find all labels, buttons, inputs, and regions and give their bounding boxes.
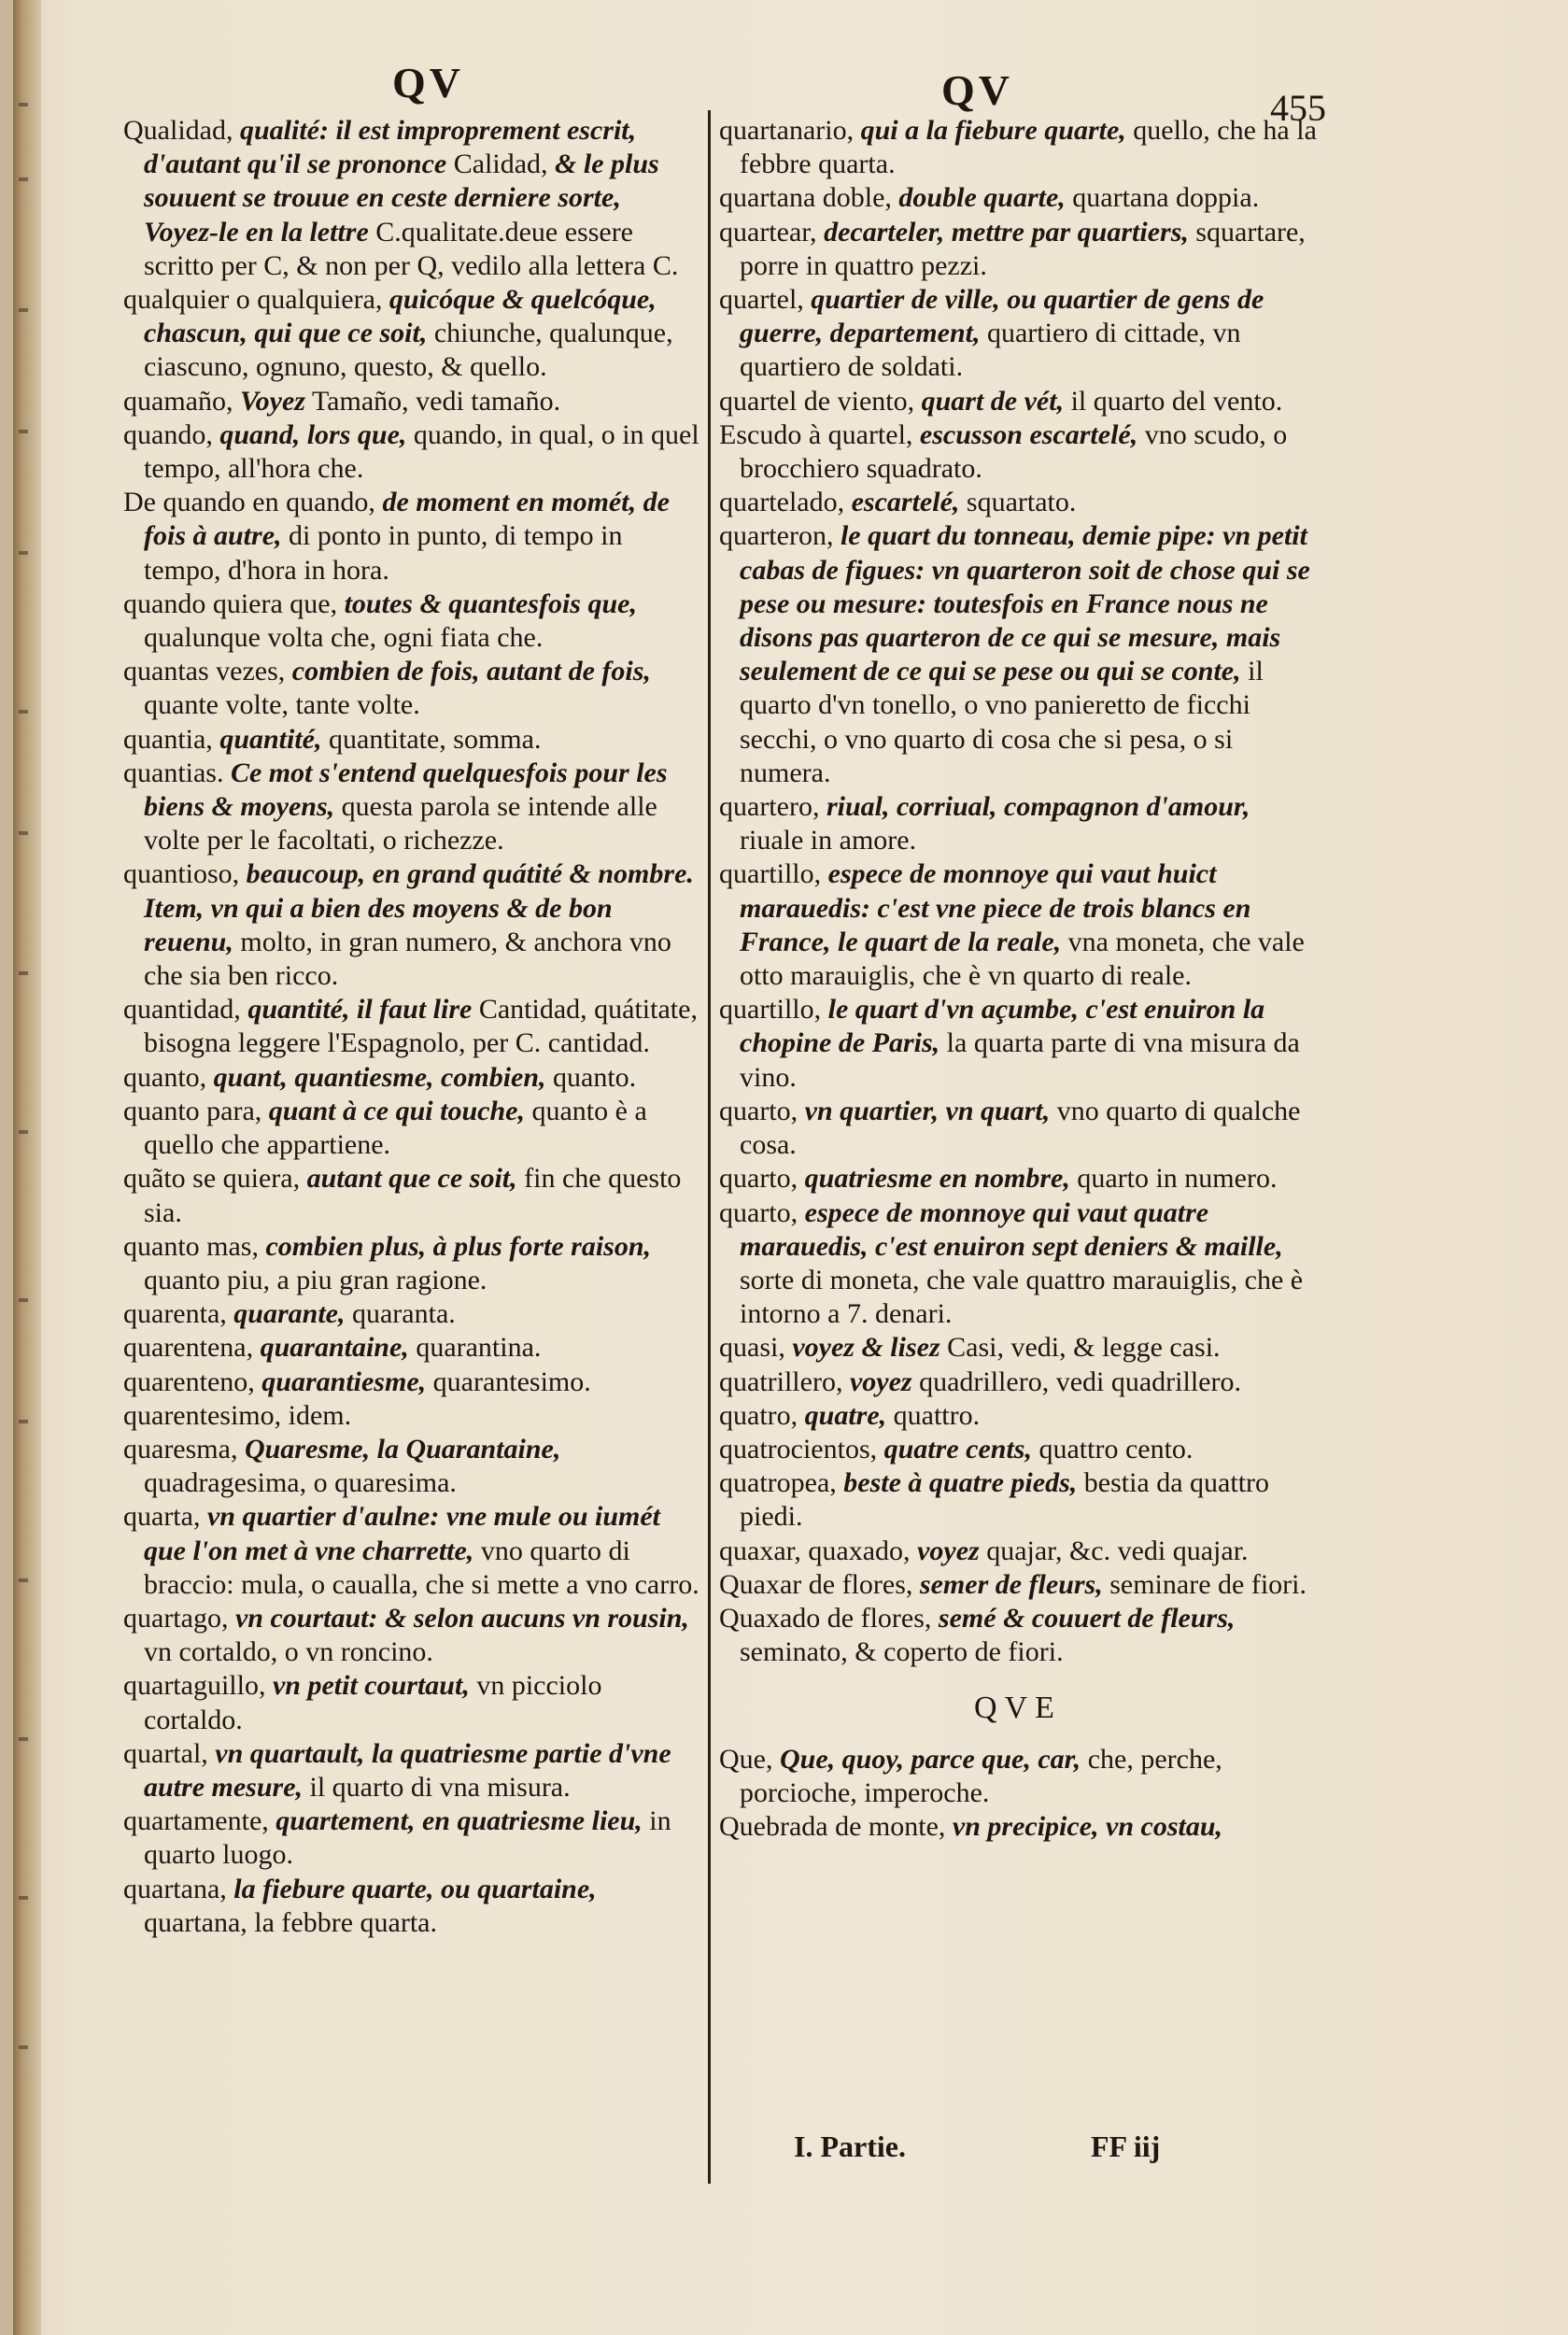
headword: quarenta,: [123, 1298, 227, 1330]
headword: quartamente,: [123, 1805, 269, 1837]
italian-gloss: Calidad,: [453, 149, 548, 180]
headword: quartana,: [123, 1873, 227, 1904]
dictionary-entry: [719, 1602, 1317, 1669]
french-gloss: escusson escartelé,: [919, 418, 1138, 450]
dictionary-entry: [719, 1331, 1317, 1365]
french-gloss: espece de monnoye qui vaut huict marauedis: c'est vne piece de trois blancs en France, le quart de la reale,: [740, 858, 1251, 957]
dictionary-entry: [123, 1061, 702, 1095]
italian-gloss: quadrillero, vedi quadrillero.: [919, 1366, 1241, 1397]
italian-gloss: squartato.: [966, 487, 1077, 518]
headword: quartago,: [123, 1602, 229, 1634]
headword: quaresma,: [123, 1433, 238, 1465]
italian-gloss: C.qualitate.deue essere scritto per C, & non per Q, vedilo alla lettera C.: [144, 216, 679, 281]
french-gloss: vn courtaut: & selon aucuns vn rousin,: [234, 1602, 689, 1634]
running-head-left: QV: [392, 59, 464, 106]
french-gloss: autant que ce soit,: [306, 1163, 517, 1195]
dictionary-entry: [123, 283, 702, 385]
headword: quasi,: [719, 1332, 785, 1364]
headword: quartillo,: [719, 994, 822, 1026]
headword: quando,: [123, 418, 213, 450]
french-gloss: la fiebure quarte, ou quartaine,: [233, 1873, 597, 1904]
dictionary-entry: [719, 283, 1317, 385]
dictionary-entry: [123, 1366, 702, 1399]
headword: quatropea,: [719, 1467, 837, 1499]
dictionary-entry: [123, 114, 702, 283]
french-gloss: vn quartault, la quatriesme partie d'vne autre mesure,: [144, 1737, 671, 1803]
italian-gloss: quattro.: [893, 1399, 981, 1431]
french-gloss: & le plus souuent se trouue en ceste derniere sorte, Voyez-le en la lettre: [144, 149, 659, 248]
part-label: I. Partie.: [794, 2130, 906, 2163]
headword: quantidad,: [123, 994, 241, 1026]
french-gloss: qualité: il est improprement escrit, d'autant qu'il se prononce: [144, 115, 637, 180]
french-gloss: Que, quoy, parce que, car,: [779, 1743, 1081, 1775]
headword: quatrocientos,: [719, 1433, 878, 1465]
headword: Quebrada de monte,: [719, 1810, 946, 1842]
dictionary-entry: [123, 723, 702, 757]
dictionary-entry: [123, 993, 702, 1060]
dictionary-entry: [123, 857, 702, 993]
italian-gloss: molto, in gran numero, & anchora vno che sia ben ricco.: [144, 926, 671, 992]
italian-gloss: Tamaño, vedi tamaño.: [311, 385, 561, 417]
headword: quartaguillo,: [123, 1670, 266, 1702]
headword: quantas vezes,: [123, 656, 286, 687]
italian-gloss: fin che questo sia.: [144, 1163, 682, 1228]
french-gloss: le quart du tonneau, demie pipe: vn petit cabas de figues: vn quarteron soit de chose qui se pese ou mesure: toutesfois en France nous ne disons pas quarteron de ce qui se mesure, mais seulement de ce qui se pese ou qui se conte,: [740, 520, 1310, 687]
italian-gloss: chiunche, qualunque, ciascuno, ognuno, questo, & quello.: [144, 318, 673, 383]
italian-gloss: quadragesima, o quaresima.: [144, 1467, 457, 1499]
italian-gloss: quando, in qual, o in quel tempo, all'hora che.: [144, 418, 699, 485]
italian-gloss: la quarta parte di vna misura da vino.: [740, 1027, 1300, 1093]
dictionary-entry: [719, 857, 1317, 993]
french-gloss: qui a la fiebure quarte,: [860, 115, 1126, 146]
french-gloss: quantité, il faut lire: [247, 994, 473, 1026]
french-gloss: semé & couuert de fleurs,: [938, 1602, 1236, 1634]
headword: Qualidad,: [123, 115, 233, 146]
dictionary-entry: [719, 1535, 1317, 1568]
headword: quartel de viento,: [719, 385, 915, 417]
french-gloss: beaucoup, en grand quátité & nombre. Item, vn qui a bien des moyens & de bon reuenu,: [144, 858, 694, 957]
headword: quantioso,: [123, 858, 240, 890]
headword: quartillo,: [719, 858, 822, 890]
italian-gloss: vn picciolo cortaldo.: [144, 1670, 602, 1735]
dictionary-entry: [123, 1500, 702, 1602]
italian-gloss: quante volte, tante volte.: [144, 689, 420, 721]
french-gloss: quand, lors que,: [219, 418, 407, 450]
dictionary-entry: [123, 385, 702, 418]
headword: quarto,: [719, 1196, 798, 1228]
headword: Quaxar de flores,: [719, 1568, 913, 1600]
dictionary-entry: [719, 1162, 1317, 1196]
french-gloss: voyez & lisez: [792, 1332, 940, 1364]
french-gloss: vn quartier d'aulne: vne mule ou iumét que l'on met à vne charrette,: [144, 1501, 661, 1566]
dictionary-entry: [719, 385, 1317, 418]
french-gloss: riual, corriual, compagnon d'amour,: [826, 791, 1250, 823]
dictionary-entry: [123, 486, 702, 587]
dictionary-entry: [719, 1466, 1317, 1534]
italian-gloss: vno quarto di qualche cosa.: [740, 1095, 1301, 1161]
italian-gloss: questa parola se intende alle volte per le facoltati, o richezze.: [144, 791, 657, 856]
dictionary-entry: [719, 1196, 1317, 1332]
french-gloss: beste à quatre pieds,: [843, 1467, 1078, 1499]
italian-gloss: il quarto del vento.: [1070, 385, 1283, 417]
dictionary-entry: [123, 587, 702, 655]
french-gloss: voyez: [849, 1366, 912, 1397]
dictionary-entry: [719, 1810, 1317, 1844]
french-gloss: quicóque & quelcóque, chascun, qui que ce soit,: [144, 284, 657, 349]
dictionary-entry: [719, 418, 1317, 486]
french-gloss: toutes & quantesfois que,: [344, 587, 637, 619]
italian-gloss: il quarto d'vn tonello, o vno panieretto de ficchi secchi, o vno quarto di cosa che si pesa, o si numera.: [740, 656, 1264, 788]
headword: De quando en quando,: [123, 487, 375, 518]
dictionary-entry: [123, 1162, 702, 1229]
dictionary-entry: [123, 1297, 702, 1331]
italian-gloss: vno scudo, o brocchiero squadrato.: [740, 418, 1288, 485]
headword: quãto se quiera,: [123, 1163, 301, 1195]
headword: quarteron,: [719, 520, 834, 552]
left-column: [123, 114, 702, 1940]
dictionary-entry: [123, 1095, 702, 1162]
french-gloss: Ce mot s'entend quelquesfois pour les biens & moyens,: [144, 757, 668, 823]
headword: quartana doble,: [719, 182, 892, 214]
italian-gloss: seminato, & coperto de fiori.: [740, 1636, 1064, 1668]
page-footer: [794, 2130, 1337, 2164]
headword: quartear,: [719, 216, 817, 248]
italian-gloss: Cantidad, quátitate, bisogna leggere l'Espagnolo, per C. cantidad.: [144, 994, 698, 1059]
italian-gloss: vna moneta, che vale otto marauiglis, che è vn quarto di reale.: [740, 926, 1305, 992]
french-gloss: decarteler, mettre par quartiers,: [824, 216, 1189, 248]
dictionary-entry: [123, 1804, 702, 1872]
french-gloss: combien plus, à plus forte raison,: [265, 1230, 652, 1262]
headword: quartal,: [123, 1737, 208, 1769]
italian-gloss: riuale in amore.: [740, 825, 917, 856]
french-gloss: quantité,: [219, 723, 322, 755]
headword: quartel,: [719, 284, 804, 316]
headword: quarta,: [123, 1501, 201, 1533]
headword: quarentesimo,: [123, 1399, 282, 1431]
french-gloss: quartier de ville, ou quartier de gens de guerre, departement,: [740, 284, 1264, 349]
headword: quarenteno,: [123, 1366, 255, 1397]
italian-gloss: quarto in numero.: [1077, 1163, 1278, 1195]
italian-gloss: che, perche, porcioche, imperoche.: [740, 1743, 1222, 1808]
headword: qualquier o qualquiera,: [123, 284, 383, 316]
french-gloss: quant, quantiesme, combien,: [213, 1061, 546, 1093]
dictionary-entry: [719, 519, 1317, 790]
italian-gloss: seminare de fiori.: [1109, 1568, 1307, 1600]
dictionary-entry: [719, 1743, 1317, 1810]
dictionary-entry: [719, 181, 1317, 215]
italian-gloss: quanto è a quello che appartiene.: [144, 1095, 647, 1161]
section-heading-que: QVE: [974, 1691, 1062, 1726]
dictionary-entry: [719, 216, 1317, 283]
headword: Quaxado de flores,: [719, 1602, 932, 1634]
dictionary-entry: [719, 486, 1317, 519]
italian-gloss: quartana, la febbre quarta.: [144, 1906, 437, 1938]
french-gloss: quatriesme en nombre,: [804, 1163, 1070, 1195]
dictionary-entry: [123, 1433, 702, 1500]
headword: quamaño,: [123, 385, 233, 417]
dictionary-entry: [123, 1873, 702, 1940]
italian-gloss: di ponto in punto, di tempo in tempo, d'hora in hora.: [144, 520, 623, 586]
italian-gloss: squartare, porre in quattro pezzi.: [740, 216, 1306, 281]
dictionary-entry: [123, 1669, 702, 1736]
dictionary-entry: [123, 1737, 702, 1804]
headword: quartelado,: [719, 487, 845, 518]
headword: quatrillero,: [719, 1366, 843, 1397]
headword: quaxar, quaxado,: [719, 1535, 911, 1566]
headword: quarentena,: [123, 1332, 254, 1364]
french-gloss: Voyez: [239, 385, 305, 417]
headword: quanto para,: [123, 1095, 262, 1126]
italian-gloss: quartana doppia.: [1072, 182, 1260, 214]
italian-gloss: quanto.: [553, 1061, 637, 1093]
italian-gloss: Casi, vedi, & legge casi.: [947, 1332, 1221, 1364]
french-gloss: quartement, en quatriesme lieu,: [275, 1805, 643, 1837]
dictionary-entry: [123, 757, 702, 858]
dictionary-entry: [719, 790, 1317, 857]
headword: quanto,: [123, 1061, 207, 1093]
italian-gloss: qualunque volta che, ogni fiata che.: [144, 622, 544, 654]
italian-gloss: idem.: [288, 1399, 352, 1431]
headword: quarto,: [719, 1163, 798, 1195]
headword: quanto mas,: [123, 1230, 259, 1262]
italian-gloss: quello, che ha la febbre quarta.: [740, 115, 1317, 180]
french-gloss: double quarte,: [898, 182, 1066, 214]
french-gloss: quatre,: [804, 1399, 887, 1431]
dictionary-entry: [123, 1331, 702, 1365]
dictionary-entry: [719, 1366, 1317, 1399]
headword: quando quiera que,: [123, 587, 338, 619]
italian-gloss: quanto piu, a piu gran ragione.: [144, 1264, 487, 1295]
italian-gloss: il quarto di vna misura.: [309, 1771, 571, 1803]
dictionary-entry: [719, 1399, 1317, 1433]
french-gloss: quarante,: [233, 1298, 346, 1330]
dictionary-entry: [123, 1602, 702, 1669]
french-gloss: le quart d'vn açumbe, c'est enuiron la chopine de Paris,: [740, 994, 1265, 1059]
dictionary-entry: [719, 1095, 1317, 1162]
italian-gloss: quajar, &c. vedi quajar.: [986, 1535, 1249, 1566]
page-number: 455: [1270, 87, 1326, 129]
italian-gloss: in quarto luogo.: [144, 1805, 671, 1871]
italian-gloss: vno quarto di braccio: mula, o caualla, che si mette a vno carro.: [144, 1535, 699, 1600]
french-gloss: combien de fois, autant de fois,: [291, 656, 651, 687]
french-gloss: quarantiesme,: [261, 1366, 427, 1397]
column-rule: [708, 110, 711, 2184]
dictionary-entry: [123, 655, 702, 722]
french-gloss: escartelé,: [851, 487, 960, 518]
headword: Que,: [719, 1743, 773, 1775]
italian-gloss: quattro cento.: [1038, 1433, 1194, 1465]
headword: quatro,: [719, 1399, 798, 1431]
italian-gloss: quarantina.: [416, 1332, 542, 1364]
headword: quartanario,: [719, 115, 855, 146]
italian-gloss: quarantesimo.: [432, 1366, 591, 1397]
dictionary-entry: [719, 993, 1317, 1095]
headword: Escudo à quartel,: [719, 418, 913, 450]
right-column: [719, 114, 1317, 1844]
french-gloss: espece de monnoye qui vaut quatre marauedis, c'est enuiron sept deniers & maille,: [740, 1196, 1283, 1262]
french-gloss: Quaresme, la Quarantaine,: [244, 1433, 561, 1465]
headword: quartero,: [719, 791, 820, 823]
headword: quantia,: [123, 723, 213, 755]
french-gloss: vn quartier, vn quart,: [804, 1095, 1051, 1126]
binding-gutter: [13, 0, 41, 2335]
french-gloss: semer de fleurs,: [919, 1568, 1103, 1600]
french-gloss: quant à ce qui touche,: [268, 1095, 525, 1126]
dictionary-entry: [123, 1230, 702, 1297]
french-gloss: quart de vét,: [921, 385, 1065, 417]
dictionary-entry: [123, 418, 702, 486]
italian-gloss: vn cortaldo, o vn roncino.: [144, 1636, 433, 1668]
dictionary-entry: [719, 1568, 1317, 1602]
french-gloss: vn precipice, vn costau,: [952, 1810, 1223, 1842]
signature-mark: FF iij: [1090, 2130, 1161, 2163]
italian-gloss: quartiero di cittade, vn quartiero de soldati.: [740, 318, 1241, 383]
italian-gloss: quaranta.: [351, 1298, 456, 1330]
italian-gloss: bestia da quattro piedi.: [740, 1467, 1270, 1533]
dictionary-entry: [719, 114, 1317, 181]
headword: quantias.: [123, 757, 224, 788]
running-head-right: QV: [941, 66, 1013, 114]
french-gloss: quatre cents,: [883, 1433, 1032, 1465]
french-gloss: quarantaine,: [260, 1332, 409, 1364]
dictionary-entry: [719, 1433, 1317, 1466]
french-gloss: vn petit courtaut,: [272, 1670, 470, 1702]
headword: quarto,: [719, 1095, 798, 1126]
french-gloss: de moment en momét, de fois à autre,: [144, 487, 670, 552]
dictionary-entry: [123, 1399, 702, 1433]
french-gloss: voyez: [917, 1535, 980, 1566]
italian-gloss: quantitate, somma.: [329, 723, 542, 755]
italian-gloss: sorte di moneta, che vale quattro marauiglis, che è intorno a 7. denari.: [740, 1264, 1304, 1330]
